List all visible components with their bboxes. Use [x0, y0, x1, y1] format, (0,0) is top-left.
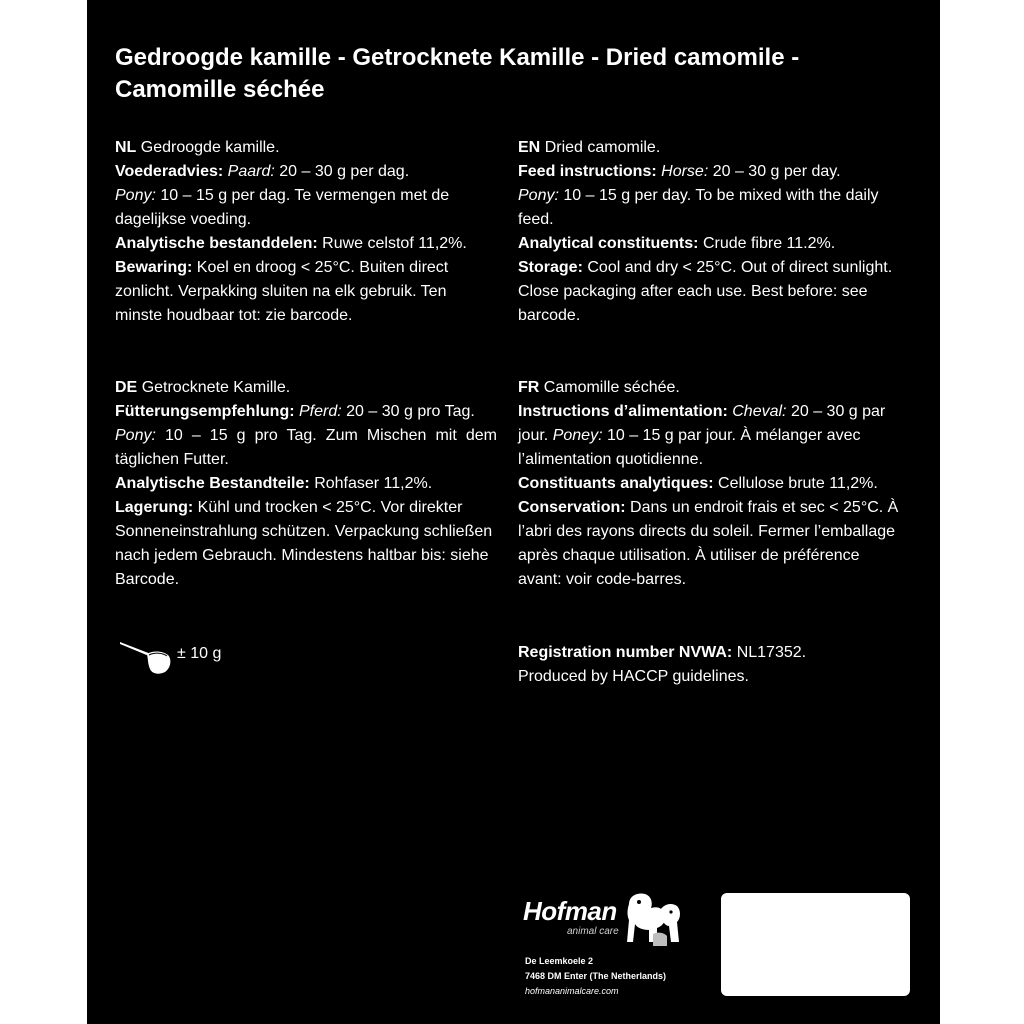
horse-label: Cheval: [732, 403, 787, 420]
storage-label: Conservation: [518, 499, 626, 516]
company-website: hofmananimalcare.com [525, 986, 619, 996]
analytic-label: Constituants analytiques: [518, 475, 714, 492]
language-code: NL [115, 139, 137, 156]
address-street: De Leemkoele 2 [525, 956, 594, 966]
horse-label: Pferd: [299, 403, 342, 420]
pony-dose: 10 – 15 g per day. To be mixed with the daily feed. [518, 187, 879, 228]
pony-label: Pony: [518, 187, 559, 204]
language-code: DE [115, 379, 138, 396]
brand-logo [523, 890, 693, 956]
pony-label: Poney: [552, 427, 603, 444]
pony-label: Pony: [115, 187, 156, 204]
feed-label: Feed instructions: [518, 163, 657, 180]
section-de [115, 376, 497, 592]
company-address [525, 954, 666, 999]
product-title: Gedroogde kamille - Getrocknete Kamille - Dried camomile - Camomille séchée [115, 44, 800, 103]
brand-name: Hofman [523, 896, 617, 926]
analytic-value: Cellulose brute 11,2%. [718, 475, 878, 492]
scoop-amount: ± 10 g [177, 645, 222, 662]
horse-dose: 20 – 30 g per dag. [279, 163, 410, 180]
storage-label: Bewaring: [115, 259, 193, 276]
barcode-area [721, 893, 910, 996]
storage-text: Dans un endroit frais et sec < 25°C. À l’abri des rayons directs du soleil. Fermer l’emballage après chaque utilisation. À utiliser de préférence avant: voir code-barres. [518, 499, 899, 588]
storage-text: Koel en droog < 25°C. Buiten direct zonlicht. Verpakking sluiten na elk gebruik. Ten minste houdbaar tot: zie barcode. [115, 259, 449, 324]
analytic-label: Analytical constituents: [518, 235, 699, 252]
storage-text: Kühl und trocken < 25°C. Vor direkter Sonneneinstrahlung schützen. Verpackung schließen nach jedem Gebrauch. Mindestens haltbar bis: siehe Barcode. [115, 499, 493, 588]
product-name: Camomille séchée. [543, 379, 680, 396]
pony-dose: 10 – 15 g par jour. À mélanger avec l’alimentation quotidienne. [518, 427, 861, 468]
feed-label: Voederadvies: [115, 163, 224, 180]
analytic-label: Analytische bestanddelen: [115, 235, 318, 252]
section-nl [115, 136, 497, 328]
animals-logo-icon [623, 890, 685, 950]
horse-dose: 20 – 30 g par jour. [518, 403, 886, 444]
product-name: Getrocknete Kamille. [141, 379, 291, 396]
product-label [87, 0, 940, 1024]
registration-number: NL17352. [736, 644, 807, 661]
measuring-scoop-icon [119, 640, 175, 680]
feed-label: Fütterungsempfehlung: [115, 403, 295, 420]
analytic-value: Crude fibre 11.2%. [702, 235, 836, 252]
section-fr [518, 376, 900, 592]
haccp-note: Produced by HACCP guidelines. [518, 668, 749, 685]
registration-block [518, 641, 900, 689]
horse-label: Paard: [227, 163, 275, 180]
pony-line [115, 424, 497, 472]
product-name: Gedroogde kamille. [140, 139, 280, 156]
brand-subtitle: animal care [567, 926, 619, 937]
pony-dose: 10 – 15 g pro Tag. Zum Mischen mit dem täglichen Futter. [115, 427, 497, 468]
language-code: EN [518, 139, 541, 156]
analytic-value: Ruwe celstof 11,2%. [322, 235, 467, 252]
product-name: Dried camomile. [544, 139, 661, 156]
horse-label: Horse: [661, 163, 709, 180]
analytic-value: Rohfaser 11,2%. [314, 475, 433, 492]
storage-label: Lagerung: [115, 499, 194, 516]
feed-label: Instructions d’alimentation: [518, 403, 728, 420]
storage-label: Storage: [518, 259, 583, 276]
storage-text: Cool and dry < 25°C. Out of direct sunlight. Close packaging after each use. Best before: see barcode. [518, 259, 893, 324]
registration-label: Registration number NVWA: [518, 644, 733, 661]
horse-dose: 20 – 30 g pro Tag. [346, 403, 475, 420]
horse-dose: 20 – 30 g per day. [712, 163, 841, 180]
address-city: 7468 DM Enter (The Netherlands) [525, 971, 667, 981]
pony-label: Pony: [115, 427, 156, 444]
analytic-label: Analytische Bestandteile: [115, 475, 310, 492]
language-code: FR [518, 379, 540, 396]
section-en [518, 136, 900, 328]
pony-dose: 10 – 15 g per dag. Te vermengen met de dagelijkse voeding. [115, 187, 450, 228]
